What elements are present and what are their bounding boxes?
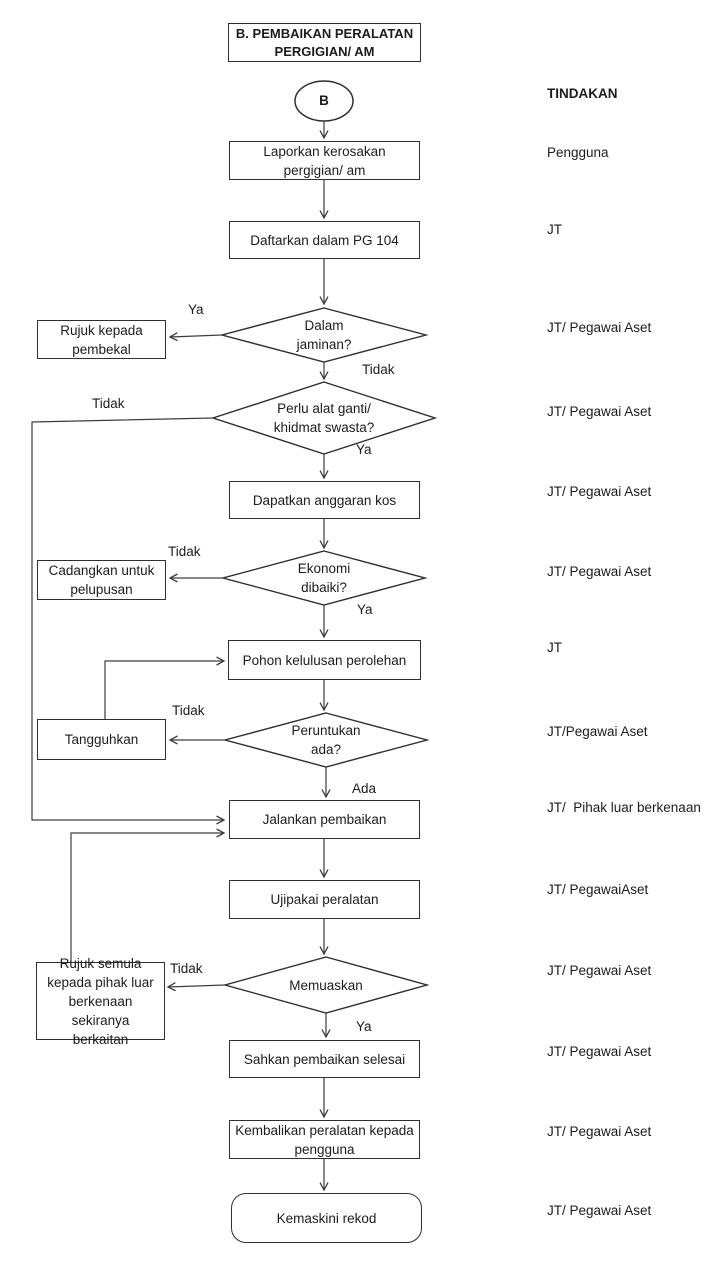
decision-jaminan-text: Dalam jaminan? (296, 318, 352, 352)
action-label-ekonomi: JT/ Pegawai Aset (547, 564, 652, 579)
edge-label-memuaskan-ya: Ya (356, 1019, 372, 1034)
node-tangguhkan (37, 719, 166, 760)
line-tangguhkan-loop-to-pohon (105, 661, 224, 719)
node-ujipakai-text: Ujipakai peralatan (270, 892, 379, 907)
flowchart-title-text: B. PEMBAIKAN PERALATAN PERGIGIAN/ AM (235, 25, 414, 59)
node-sahkan-text: Sahkan pembaikan selesai (243, 1051, 406, 1067)
edge-label-jaminan-tidak: Tidak (362, 362, 395, 377)
node-rujuk-pembekal (37, 320, 166, 359)
decision-ekonomi-text: Ekonomi dibaiki? (297, 561, 351, 595)
node-daftarkan (229, 221, 420, 259)
decision-peruntukan-text: Peruntukan ada? (291, 723, 361, 757)
node-kemaskini-text: Kemaskini rekod (276, 1210, 377, 1226)
action-label-memuaskan: JT/ Pegawai Aset (547, 963, 652, 978)
edge-label-perlu-ya: Ya (356, 442, 372, 457)
node-daftarkan-text: Daftarkan dalam PG 104 (250, 232, 399, 248)
edge-label-ekonomi-tidak: Tidak (168, 544, 201, 559)
arrow-memuaskan-tidak-to-rujuk-semula (168, 985, 225, 987)
actions-column-header: TINDAKAN (547, 86, 618, 101)
decision-perlu-text: Perlu alat ganti/ khidmat swasta? (273, 401, 375, 435)
node-dapatkan-text: Dapatkan anggaran kos (252, 492, 397, 508)
edge-label-peruntukan-ada: Ada (352, 781, 377, 796)
action-label-pohon: JT (547, 640, 562, 655)
decision-memuaskan (246, 958, 406, 1012)
node-kembalikan (229, 1120, 420, 1159)
action-label-jaminan: JT/ Pegawai Aset (547, 320, 652, 335)
action-label-daftarkan: JT (547, 222, 562, 237)
node-rujuk-semula-text: Rujuk semula kepada pihak luar berkenaan sekiranya berkaitan (47, 955, 154, 1047)
node-dapatkan (229, 481, 420, 519)
node-jalankan-text: Jalankan pembaikan (262, 812, 387, 827)
edge-label-ekonomi-ya: Ya (357, 602, 373, 617)
node-laporkan (229, 141, 420, 180)
decision-jaminan (244, 308, 404, 362)
node-pohon-text: Pohon kelulusan perolehan (242, 652, 407, 668)
node-jalankan (229, 800, 420, 839)
decision-perlu (234, 384, 414, 452)
action-label-sahkan: JT/ Pegawai Aset (547, 1044, 652, 1059)
node-sahkan (229, 1040, 420, 1078)
arrow-jaminan-ya-to-rujuk-pembekal (170, 335, 222, 337)
node-laporkan-text: Laporkan kerosakan pergigian/ am (263, 143, 386, 178)
node-tangguhkan-text: Tangguhkan (64, 732, 139, 747)
node-cadangkan-text: Cadangkan untuk pelupusan (48, 563, 155, 597)
action-label-laporkan: Pengguna (547, 145, 609, 160)
node-kembalikan-text: Kembalikan peralatan kepada pengguna (235, 1122, 414, 1157)
edge-label-perlu-tidak: Tidak (92, 396, 125, 411)
decision-peruntukan (246, 713, 406, 767)
action-label-ujipakai: JT/ PegawaiAset (547, 882, 649, 897)
action-label-kemaskini: JT/ Pegawai Aset (547, 1203, 652, 1218)
action-label-peruntukan: JT/Pegawai Aset (547, 724, 648, 739)
decision-memuaskan-text: Memuaskan (289, 977, 363, 993)
start-connector-label: B (319, 93, 329, 108)
node-rujuk-semula (36, 955, 165, 1047)
node-ujipakai (229, 880, 420, 919)
action-label-dapatkan: JT/ Pegawai Aset (547, 484, 652, 499)
flowchart-title (228, 23, 421, 62)
edge-label-peruntukan-tidak: Tidak (172, 703, 205, 718)
action-label-kembalikan: JT/ Pegawai Aset (547, 1124, 652, 1139)
node-pohon (228, 640, 421, 680)
node-rujuk-pembekal-text: Rujuk kepada pembekal (60, 322, 143, 357)
decision-ekonomi (244, 551, 404, 605)
line-rujuk-semula-loop-to-jalankan (71, 833, 224, 962)
edge-label-jaminan-ya: Ya (188, 302, 204, 317)
edge-label-memuaskan-tidak: Tidak (170, 961, 203, 976)
node-kemaskini (231, 1193, 422, 1243)
action-label-perlu: JT/ Pegawai Aset (547, 404, 652, 419)
action-label-jalankan: JT/ Pihak luar berkenaan (547, 800, 701, 815)
node-cadangkan (37, 560, 166, 600)
